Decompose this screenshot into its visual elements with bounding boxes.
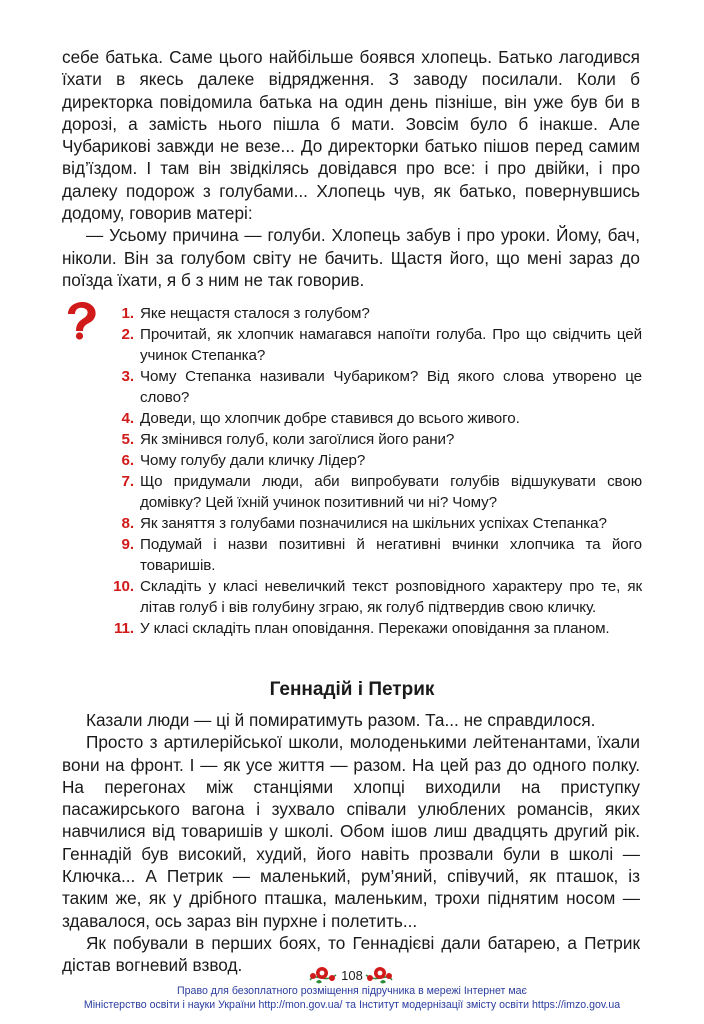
question-text: У класі складіть план оповідання. Перекажи оповідання за планом. [140,620,610,637]
question-item [106,429,642,450]
question-item [106,471,642,513]
question-number: 5. [121,431,134,448]
question-number: 10. [113,578,134,595]
top-prose [62,46,640,291]
story-paragraph: Казали люди — ці й помиратимуть разом. Та... не справдилося. [86,710,596,730]
question-item [106,450,642,471]
question-number: 4. [121,410,134,427]
question-item [106,366,642,408]
question-text: Як заняття з голубами позначилися на шкільних успіхах Степанка? [140,515,607,532]
question-text: Подумай і назви позитивні й негативні вчинки хлопчика та його товаришів. [140,536,642,574]
question-number: 6. [121,452,134,469]
question-number: 1. [121,305,134,322]
question-item [106,618,642,639]
question-text: Доведи, що хлопчик добре ставився до всього живого. [140,410,520,427]
question-number: 7. [121,473,134,490]
question-item [106,408,642,429]
copyright-notice: Право для безоплатного розміщення підручника в мережі Інтернет має [177,985,527,997]
question-text: Складіть у класі невеличкий текст розповідного характеру про те, як літав голуб і вів голубину зграю, як голуб підтвердив свою кличку. [140,578,642,616]
question-number: 9. [121,536,134,553]
copyright-notice-links: Міністерство освіти і науки України http://mon.gov.ua/ та Інститут модернізації змісту освіти https://imzo.gov.ua [83,999,621,1011]
question-text: Прочитай, як хлопчик намагався напоїти голуба. Про що свідчить цей учинок Степанка? [140,326,642,364]
story-text [62,709,640,977]
question-text: Чому Степанка називали Чубариком? Від якого слова утворено це слово? [140,368,642,406]
story-paragraph: Як побували в перших боях, то Геннадієві дали батарею, а Петрик дістав вогневий взвод. [62,932,640,976]
question-item [106,303,642,324]
question-text: Що придумали люди, аби випробувати голубів відшукувати свою домівку? Цей їхній учинок позитивний чи ні? Чому? [140,473,642,511]
question-text: Чому голубу дали кличку Лідер? [140,452,366,469]
question-text: Як змінився голуб, коли загоїлися його рани? [140,431,455,448]
page-footer [0,964,704,1024]
page-number: 108 [341,968,363,983]
question-text: Яке нещастя сталося з голубом? [140,305,370,322]
question-item [106,513,642,534]
question-number: 8. [121,515,134,532]
question-number: 11. [114,620,134,637]
prose-paragraph: себе батька. Саме цього найбільше боявся хлопець. Батько лагодився їхати в якесь далеке відрядження. З заводу посилали. Коли б директорка повідомила батька на один день пізніше, він уже був би в дорозі, а замість нього пішла б мати. Зовсім було б інакше. Але Чубарикові завжди не везе... До директорки батько пішов перед самим від’їздом. І там він звідкілясь довідався про все: і про двійки, і про далеку подорож з голубами... Хлопець чув, як батько, повернувшись додому, говорив матері: [62,47,640,224]
story-paragraph: Просто з артилерійської школи, молоденькими лейтенантами, їхали вони на фронт. І — як усе життя — разом. На цей раз до одного полку. На перегонах між станціями хлопці виходили на приступку пасажирського вагона і зухвало співали улюблених романсів, яких навчилися від товаришів у школі. Обом ішов лиш двадцять другий рік. Геннадій був високий, худий, його навіть прозвали були в школі — Ключка... А Петрик — маленький, рум’яний, співучий, як пташок, із таким же, як у дрібного пташка, маленьким, трохи піднятим носом — здавалося, ось зараз він пурхне і полетить... [62,732,640,931]
story-title: Геннадій і Петрик [269,679,435,700]
question-item [106,324,642,366]
question-item [106,576,642,618]
question-number: 3. [121,368,134,385]
prose-paragraph: — Усьому причина — голуби. Хлопець забув і про уроки. Йому, бач, ніколи. Він за голубом світу не бачить. Щастя його, що мені зараз до поїзда їхати, я б з ним не так говорив. [62,225,640,290]
question-number: 2. [121,326,134,343]
questions-list [106,303,642,639]
question-item [106,534,642,576]
question-mark-icon [62,300,102,340]
